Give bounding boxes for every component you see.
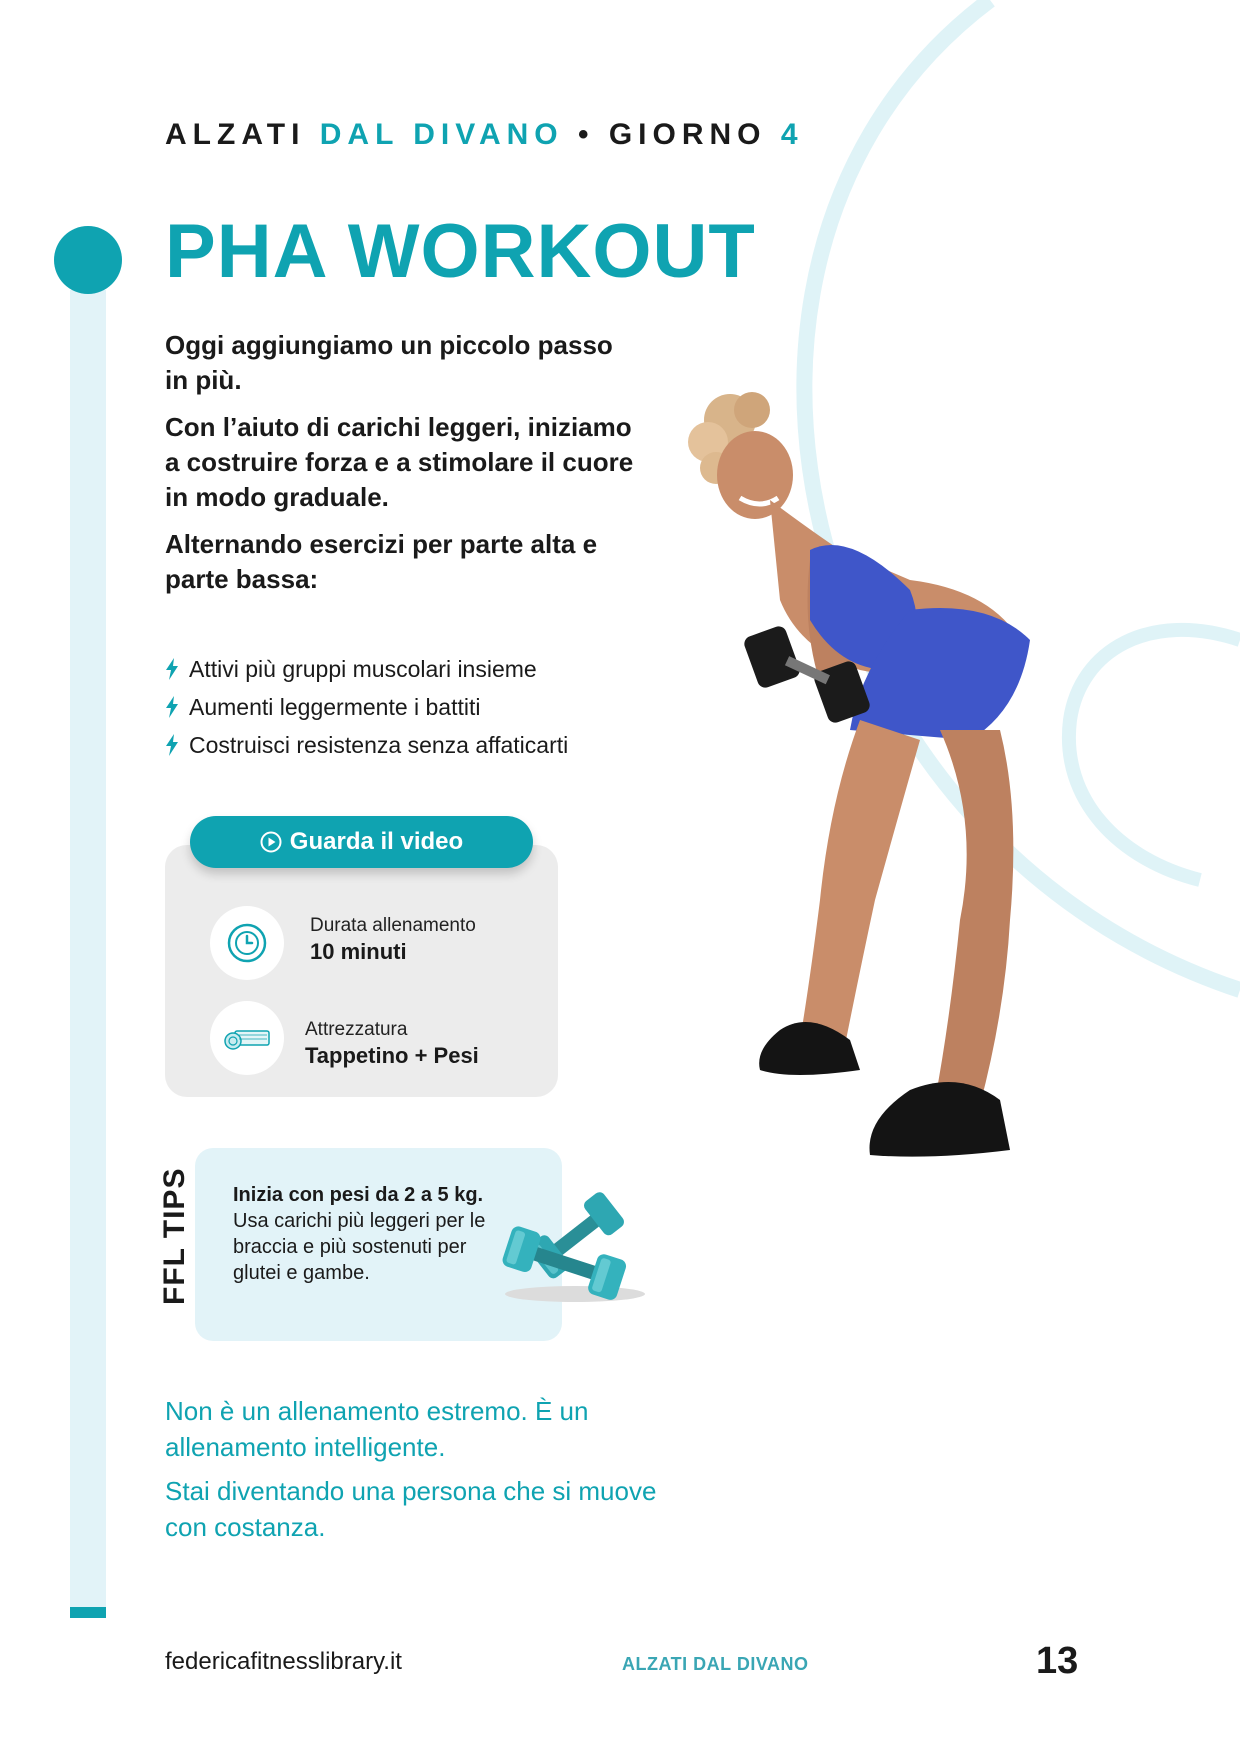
closing-paragraph-2: Stai diventando una persona che si muove con costanza.: [165, 1476, 657, 1542]
side-accent-bar-cap: [70, 1607, 106, 1618]
intro-paragraph-3: Alternando esercizi per parte alta e parte bassa:: [165, 529, 598, 594]
intro-paragraph-1: Oggi aggiungiamo un piccolo passo in più.: [165, 330, 613, 395]
intro-text: [165, 328, 635, 609]
footer-section: ALZATI DAL DIVANO: [622, 1654, 809, 1674]
bolt-icon: [165, 734, 179, 756]
clock-icon: [226, 922, 268, 964]
list-item-label: Attivi più gruppi muscolari insieme: [189, 655, 537, 682]
equipment-icon-circle: [210, 1001, 284, 1075]
page-title: PHA WORKOUT: [165, 209, 756, 294]
kicker-part3: GIORNO: [608, 118, 781, 151]
list-item: [165, 688, 685, 726]
tips-text-bold: Inizia con pesi da 2 a 5 kg.: [233, 1184, 484, 1206]
list-item-label: Aumenti leggermente i battiti: [189, 693, 481, 720]
bolt-icon: [165, 658, 179, 680]
closing-paragraph-1: Non è un allenamento estremo. È un allenamento intelligente.: [165, 1396, 589, 1462]
watch-video-button[interactable]: [190, 816, 533, 868]
list-item-label: Costruisci resistenza senza affaticarti: [189, 731, 569, 758]
side-accent-bar: [70, 290, 106, 1610]
duration-value: 10 minuti: [310, 939, 407, 964]
equipment-label: Attrezzatura: [305, 1019, 408, 1040]
tips-text-body: Usa carichi più leggeri per le braccia e più sostenuti per glutei e gambe.: [233, 1210, 486, 1284]
kicker-part2: DAL DIVANO: [319, 118, 564, 151]
page-number: 13: [1036, 1640, 1079, 1682]
header-kicker: [165, 118, 804, 152]
benefits-list: [165, 650, 685, 764]
closing-text: [165, 1393, 665, 1553]
tips-heading: FFL TIPS: [158, 1167, 191, 1305]
dumbbell-icon: [490, 1190, 650, 1305]
side-accent-dot: [54, 226, 122, 294]
list-item: [165, 650, 685, 688]
equipment-value: Tappetino + Pesi: [305, 1043, 479, 1068]
intro-paragraph-2: Con l’aiuto di carichi leggeri, iniziamo a costruire forza e a stimolare il cuore in modo graduale.: [165, 412, 634, 512]
watch-video-label: Guarda il video: [289, 828, 464, 855]
athlete-photo: [660, 380, 1220, 1320]
kicker-separator: •: [563, 118, 609, 151]
tips-text: [233, 1182, 493, 1286]
mat-icon: [221, 1021, 273, 1055]
footer-website: federicafitnesslibrary.it: [165, 1648, 402, 1675]
bolt-icon: [165, 696, 179, 718]
kicker-day: 4: [780, 118, 804, 151]
kicker-part1: ALZATI: [165, 118, 320, 151]
duration-label: Durata allenamento: [310, 915, 476, 936]
play-icon: [260, 831, 282, 853]
list-item: [165, 726, 685, 764]
duration-icon-circle: [210, 906, 284, 980]
